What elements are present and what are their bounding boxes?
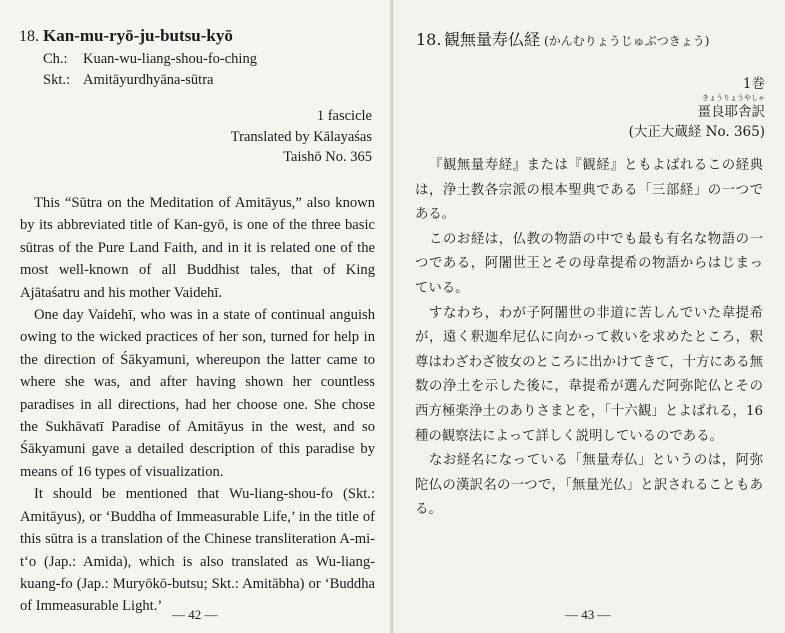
sutra-heading-ja xyxy=(416,27,709,50)
paragraph-ja: なお経名になっている「無量寿仏」というのは，阿弥陀仏の漢訳名の一つで，「無量光仏」と訳されることもある。 xyxy=(415,453,763,518)
title-reading: (かんむりょうじゅぶつきょう) xyxy=(544,34,710,48)
edition-info xyxy=(231,106,372,168)
sutra-title-ja: 観無量寿仏経 xyxy=(444,30,541,49)
english-body xyxy=(20,192,375,618)
sanskrit-title-value: Amitāyurdhyāna-sūtra xyxy=(83,72,214,88)
chinese-title-value: Kuan-wu-liang-shou-fo-ching xyxy=(83,51,257,67)
paragraph-ja: 『観無量寿経』または『観経』ともよばれるこの経典は，浄土教各宗派の根本聖典である「三部経」の一つである。 xyxy=(415,158,763,223)
left-page xyxy=(0,0,392,633)
right-page xyxy=(393,0,785,633)
translator-credit: Translated by Kālayaśas xyxy=(230,128,372,145)
fascicle-count-ja: 1巻 xyxy=(742,76,765,92)
page-number-left: — 42 — xyxy=(172,607,218,622)
chinese-title-row xyxy=(43,51,257,68)
translator-ruby: きょうりょうやしゃ xyxy=(702,94,765,102)
fascicle-count: 1 fascicle xyxy=(316,108,372,124)
paragraph: It should be mentioned that Wu-liang-shou-fo (Skt.: Amitāyus), or ‘Buddha of Immeasurable Life,’ in the title of this sūtra is a translation of the Chinese transliteration A-mi-t‘o (Jap.: Amida), which is also translated as Wu-liang-kuang-fo (Jap.: Muryōkō-butsu; Skt.: Amitābha) or ‘Buddha of Immeasurable Light.’ xyxy=(20,486,375,615)
japanese-body xyxy=(415,154,763,523)
edition-info-ja xyxy=(629,74,765,142)
sutra-title: Kan-mu-ryō-ju-butsu-kyō xyxy=(43,26,233,45)
taisho-number: Taishō No. 365 xyxy=(283,149,372,165)
sanskrit-title-key: Skt.: xyxy=(43,72,70,88)
paragraph: One day Vaidehī, who was in a state of continual anguish owing to the wicked practices of her son, turned for help in the direction of Śākyamuni, whereupon the latter came to where she was, and after having shown her countless paradises in all directions, had her choose one. She chose the Sukhāvatī Paradise of Amitāyus in the west, and so Śākyamuni gave a detailed description of this paradise by means of 16 types of visualization. xyxy=(20,307,375,480)
paragraph-ja: すなわち，わが子阿闍世の非道に苦しんでいた韋提希が，遠く釈迦牟尼仏に向かって救いを求めたところ，釈尊はわざわざ彼女のところに出かけてきて，十方にある無数の浄土を示した後に，韋提希が選んだ阿弥陀仏とその西方極楽浄土のありさまとを，「十六観」とよばれる，16種の観察法によって詳しく説明しているのである。 xyxy=(415,305,763,444)
sutra-heading-en xyxy=(19,26,233,46)
sanskrit-title-row xyxy=(43,72,213,89)
entry-number: 18. xyxy=(19,28,39,45)
translator-credit-ja: 畺良耶舎訳 xyxy=(697,104,765,120)
paragraph-ja: このお経は，仏教の物語の中でも最も有名な物語の一つである，阿闍世王とその母韋提希の物語からはじまっている。 xyxy=(415,231,763,296)
chinese-title-key: Ch.: xyxy=(43,51,68,67)
page-number-right: — 43 — xyxy=(565,607,611,622)
taisho-number-ja: (大正大蔵経 No. 365) xyxy=(628,124,765,140)
paragraph: This “Sūtra on the Meditation of Amitāyus,” also known by its abbreviated title of Kan-gyō, is one of the three basic sūtras of the Pure Land Faith, and in it is related one of the most well-known of all Buddhist tales, that of King Ajātaśatru and his mother Vaidehī. xyxy=(20,195,375,301)
entry-number-ja: 18. xyxy=(416,30,442,49)
